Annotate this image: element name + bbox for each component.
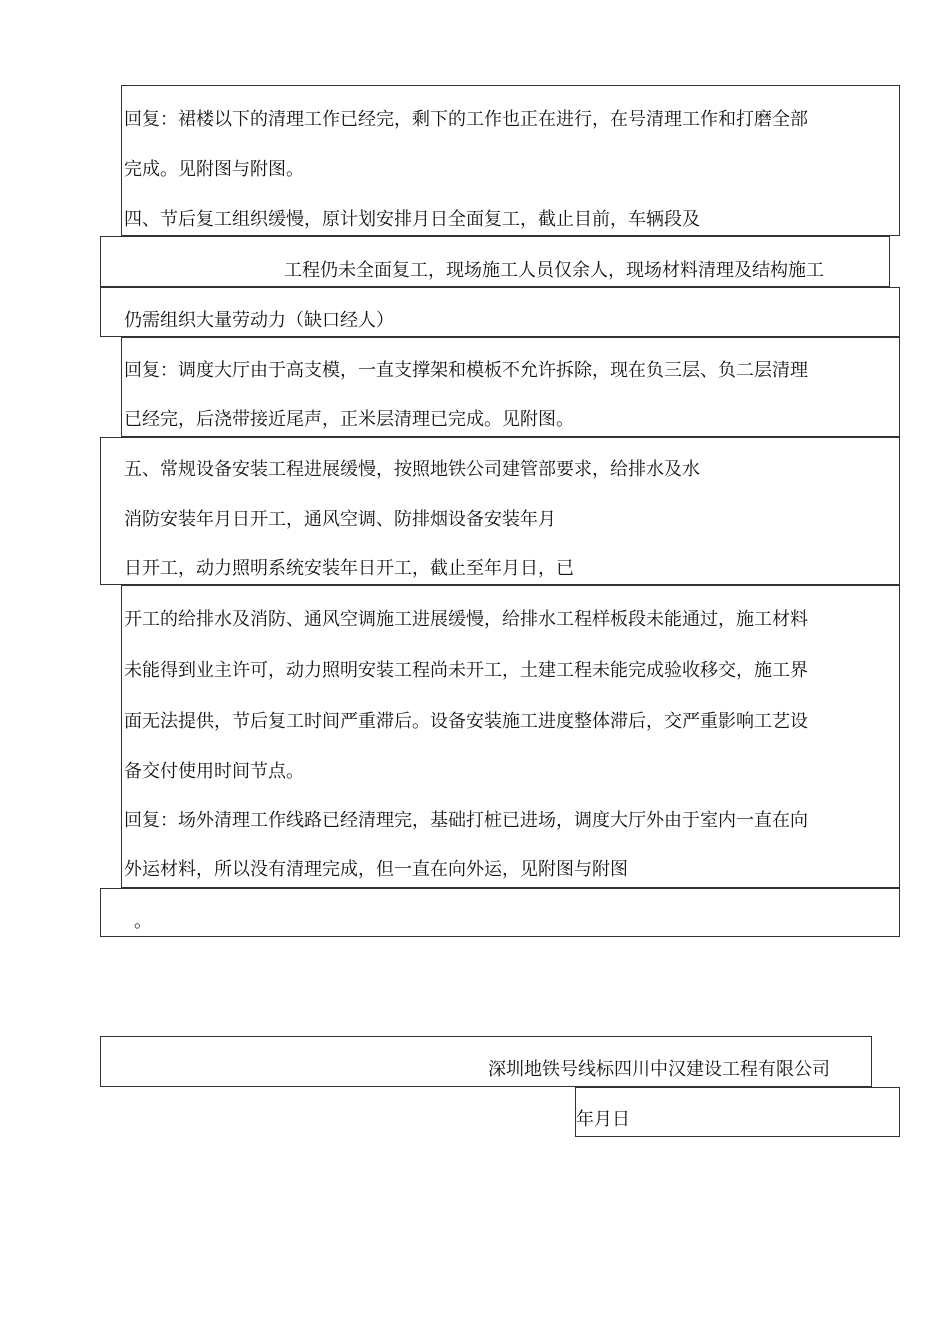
item-5-line-1: 五、常规设备安装工程进展缓慢，按照地铁公司建管部要求，给排水及水 (124, 459, 700, 480)
item-4-line-2: 工程仍未全面复工，现场施工人员仅余人，现场材料清理及结构施工 (284, 260, 824, 281)
reply-3-line-1: 回复：场外清理工作线路已经清理完，基础打桩已进场，调度大厅外由于室内一直在向 (124, 810, 808, 831)
reply-2-line-1: 回复：调度大厅由于高支模，一直支撑架和模板不允许拆除，现在负三层、负二层清理 (124, 360, 808, 381)
closing-period: 。 (134, 911, 152, 932)
reply-2-line-2: 已经完，后浇带接近尾声，正米层清理已完成。见附图。 (124, 409, 574, 430)
signature-date: 年月日 (576, 1109, 630, 1130)
reply-3-line-2: 外运材料，所以没有清理完成，但一直在向外运，见附图与附图 (124, 859, 628, 880)
item-5-line-5: 未能得到业主许可，动力照明安装工程尚未开工，土建工程未能完成验收移交，施工界 (124, 660, 808, 681)
item-4-line-1: 四、节后复工组织缓慢，原计划安排月日全面复工，截止目前，车辆段及 (124, 209, 700, 230)
item-5-line-6: 面无法提供，节后复工时间严重滞后。设备安装施工进度整体滞后，交严重影响工艺设 (124, 711, 808, 732)
closing-block (100, 888, 900, 937)
reply-1-line-1: 回复：裙楼以下的清理工作已经完，剩下的工作也正在进行，在号清理工作和打磨全部 (124, 109, 808, 130)
item-4-line-3: 仍需组织大量劳动力（缺口经人） (124, 310, 394, 331)
item-5-line-7: 备交付使用时间节点。 (124, 761, 304, 782)
reply-1-line-2: 完成。见附图与附图。 (124, 159, 304, 180)
item-5-line-4: 开工的给排水及消防、通风空调施工进展缓慢，给排水工程样板段未能通过，施工材料 (124, 609, 808, 630)
item-5-line-2: 消防安装年月日开工，通风空调、防排烟设备安装年月 (124, 509, 556, 530)
item-5-line-3: 日开工，动力照明系统安装年日开工，截止至年月日，已 (124, 558, 574, 579)
company-name: 深圳地铁号线标四川中汉建设工程有限公司 (488, 1059, 830, 1080)
